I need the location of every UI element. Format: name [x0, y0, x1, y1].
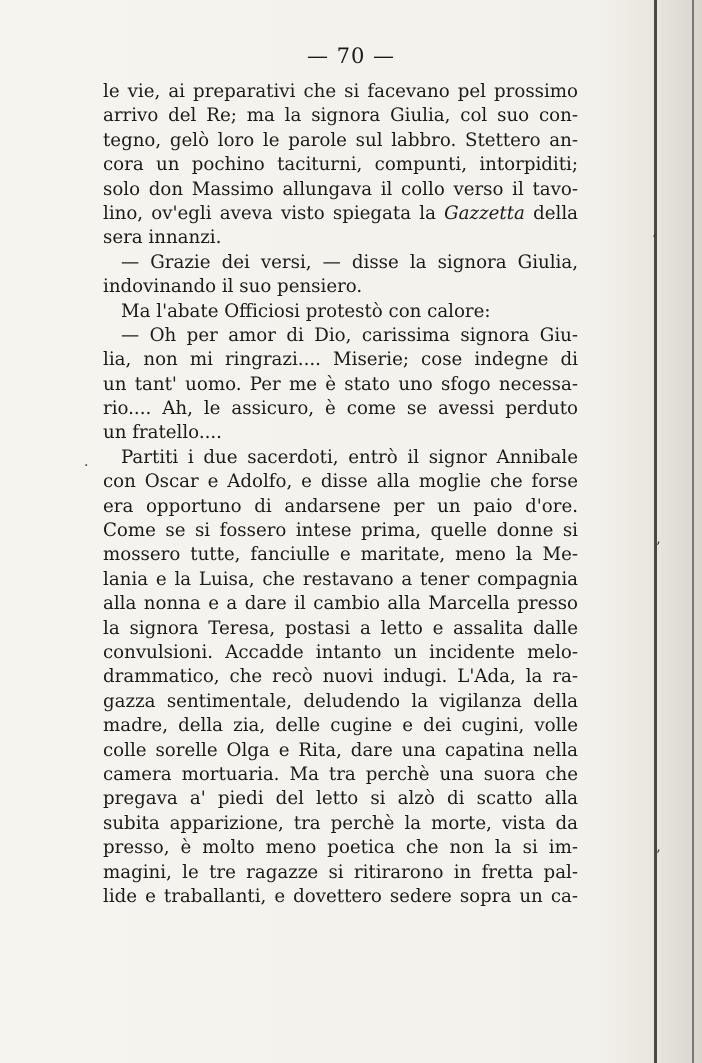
- margin-mark: ‘: [652, 232, 657, 248]
- text-line: solo don Massimo allungava il collo verso il tavo-: [103, 178, 578, 200]
- text-line: lino, ov'egli aveva visto spiegata la Gazzetta della: [103, 202, 578, 224]
- text-line: Partiti i due sacerdoti, entrò il signor Annibale: [121, 446, 578, 468]
- body-text: [103, 80, 578, 909]
- text-line: subita apparizione, tra perchè la morte, vista da: [103, 812, 578, 834]
- text-line: le vie, ai preparativi che si facevano pel prossimo: [103, 81, 578, 102]
- text-line: indovinando il suo pensiero.: [103, 276, 363, 298]
- text-line: camera mortuaria. Ma tra perchè una suora che: [103, 763, 578, 785]
- text-line: tegno, gelò loro le parole sul labbro. Stettero an-: [103, 129, 578, 151]
- text-line: con Oscar e Adolfo, e disse alla moglie che forse: [103, 471, 578, 493]
- newspaper-title: Gazzetta: [444, 202, 525, 224]
- text-line: un fratello....: [103, 422, 222, 444]
- text-line: alla nonna e a dare il cambio alla Marcella presso: [103, 593, 578, 615]
- text-line: magini, le tre ragazze si ritirarono in fretta pal-: [103, 861, 578, 883]
- text-line: lide e traballanti, e dovettero sedere sopra un ca-: [103, 885, 578, 907]
- text-line: un tant' uomo. Per me è stato uno sfogo necessa-: [103, 373, 578, 395]
- page-edge-shadow: [654, 0, 657, 1063]
- text-line: madre, della zia, delle cugine e dei cugini, volle: [103, 715, 578, 737]
- margin-mark: ’: [656, 848, 661, 864]
- text-line: convulsioni. Accadde intanto un incidente melo-: [103, 641, 578, 663]
- text-line: lia, non mi ringrazi.... Miserie; cose indegne di: [103, 349, 578, 371]
- text-line: Come se si fossero intese prima, quelle donne si: [103, 520, 578, 542]
- margin-mark: ·: [84, 458, 89, 474]
- text-line: colle sorelle Olga e Rita, dare una capatina nella: [103, 739, 578, 761]
- text-line: — Grazie dei versi, — disse la signora Giulia,: [121, 251, 578, 273]
- page-edge-shadow: [692, 0, 694, 1063]
- text-line: arrivo del Re; ma la signora Giulia, col suo con-: [103, 105, 578, 127]
- text-line: cora un pochino taciturni, compunti, intorpiditi;: [103, 154, 578, 176]
- text-line: era opportuno di andarsene per un paio d'ore.: [103, 495, 578, 517]
- text-line: gazza sentimentale, deludendo la vigilanza della: [103, 690, 578, 712]
- page-number: — 70 —: [306, 44, 396, 68]
- text-line: Ma l'abate Officiosi protestò con calore:: [121, 300, 491, 322]
- margin-mark: ’: [656, 540, 661, 556]
- text-line: sera innanzi.: [103, 227, 222, 249]
- text-line: lania e la Luisa, che restavano a tener compagnia: [103, 568, 578, 590]
- text-line: rio.... Ah, le assicuro, è come se avessi perduto: [103, 398, 578, 420]
- text-line: la signora Teresa, postasi a letto e assalita dalle: [103, 617, 578, 639]
- text-line: presso, è molto meno poetica che non la si im-: [103, 837, 578, 859]
- text-line: pregava a' piedi del letto si alzò di scatto alla: [103, 788, 578, 810]
- text-line: — Oh per amor di Dio, carissima signora Giu-: [121, 324, 578, 346]
- text-line: mossero tutte, fanciulle e maritate, meno la Me-: [103, 544, 578, 566]
- text-line: drammatico, che recò nuovi indugi. L'Ada, la ra-: [103, 666, 578, 688]
